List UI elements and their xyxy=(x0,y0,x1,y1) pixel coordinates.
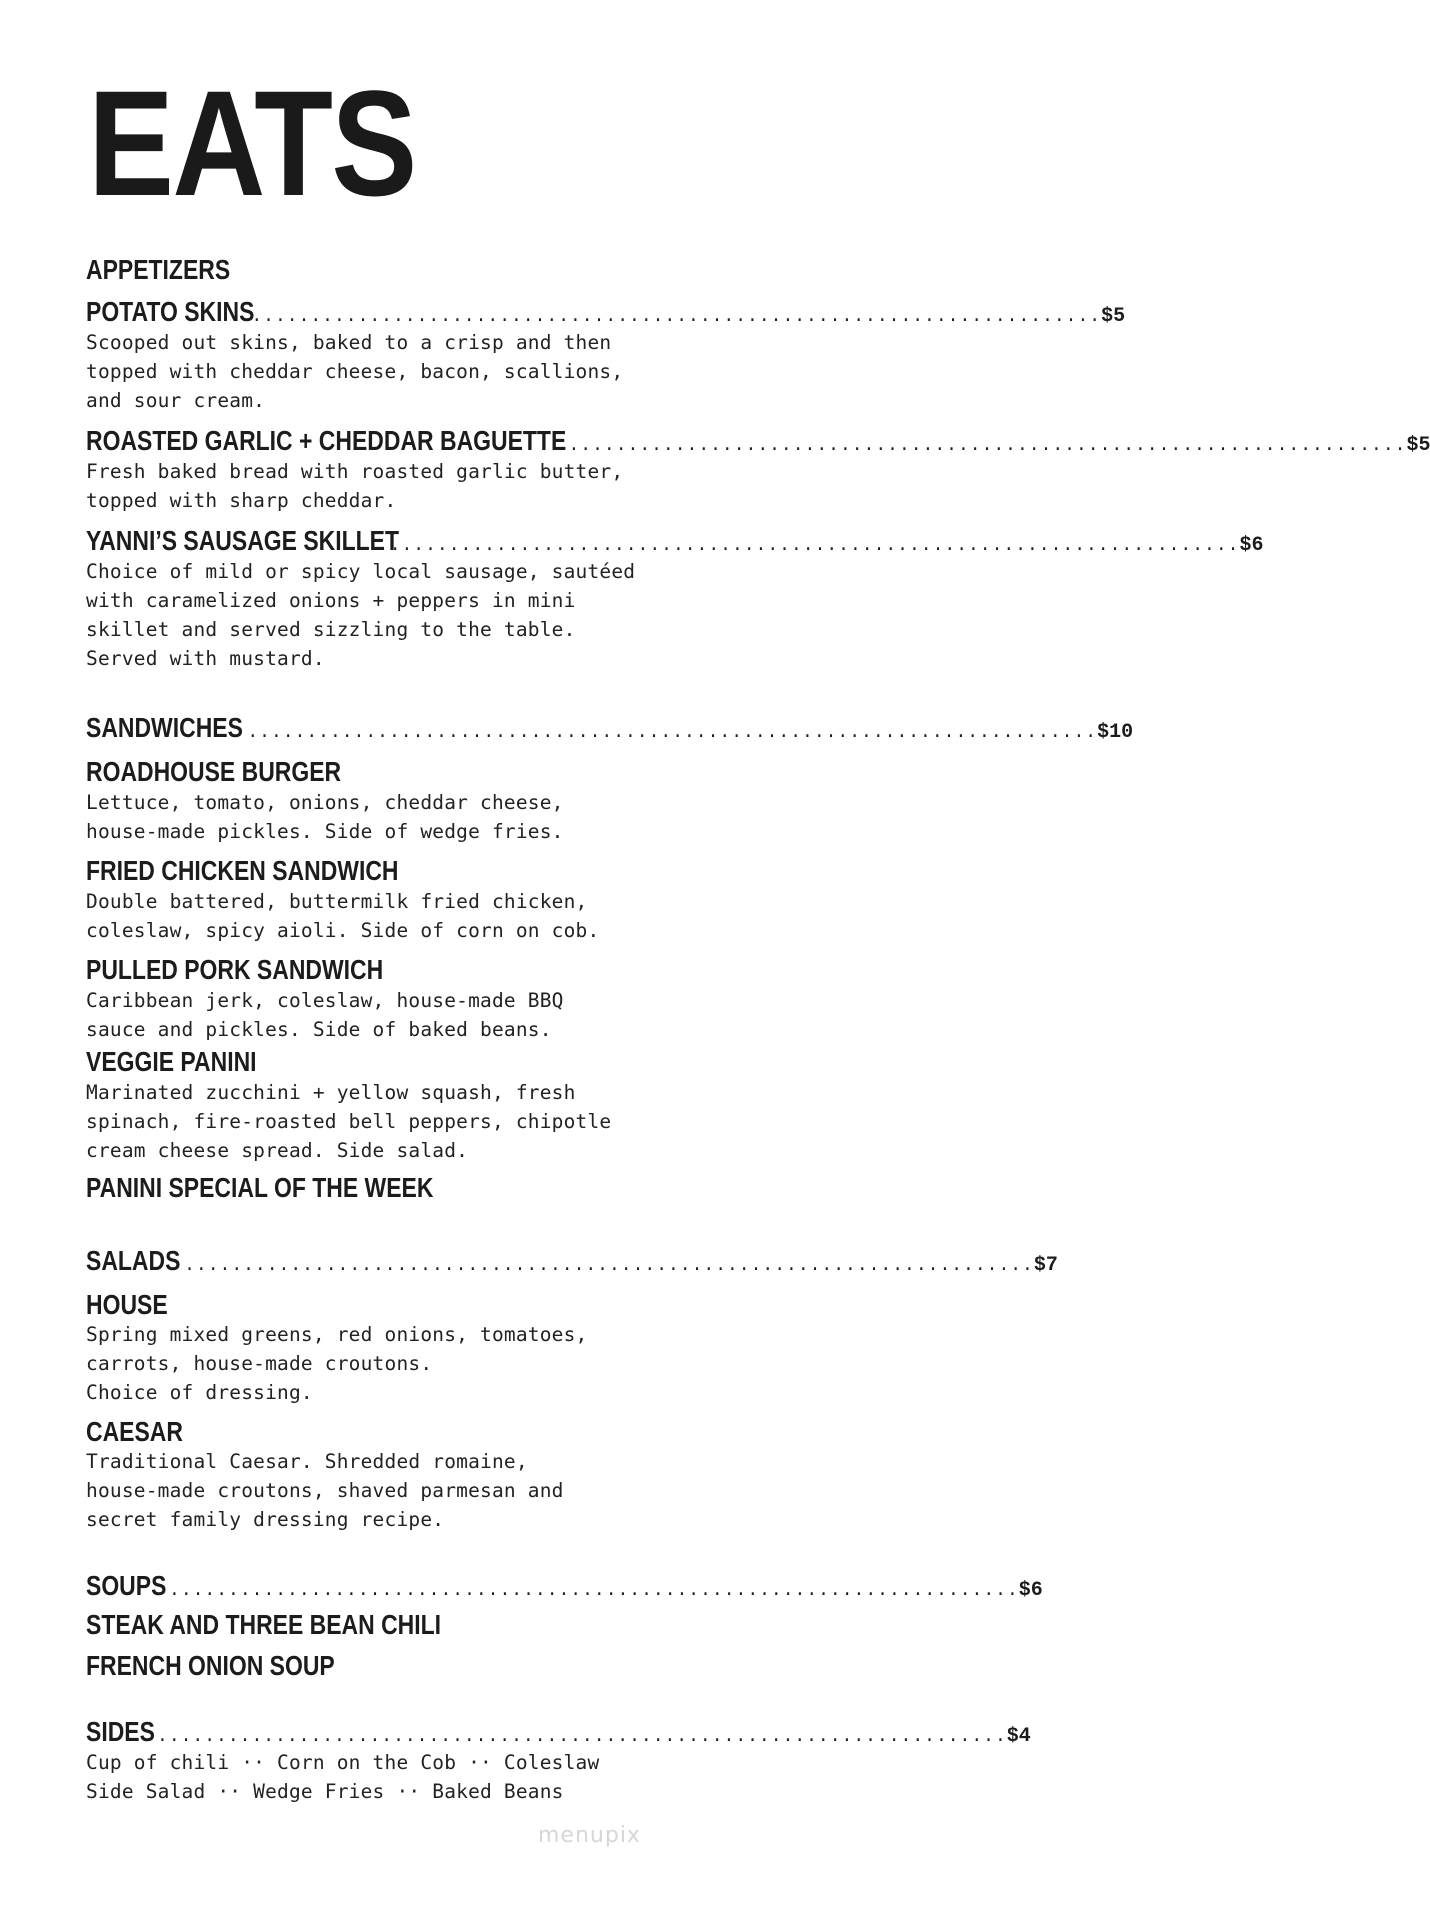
section-label: SANDWICHES xyxy=(86,712,243,743)
item-name: HOUSE xyxy=(86,1289,168,1320)
dot-leader: ........................................................................ xyxy=(251,307,1102,327)
watermark-text: menupix xyxy=(538,1823,641,1848)
section-header-soups xyxy=(86,1570,1043,1602)
section-header-sides xyxy=(86,1716,1031,1748)
section-label: SOUPS xyxy=(86,1570,167,1601)
item-name: POTATO SKINS xyxy=(86,296,255,327)
menu-item-garlic-baguette xyxy=(86,425,1430,457)
item-name: ROASTED GARLIC + CHEDDAR BAGUETTE xyxy=(86,425,567,456)
section-label: SIDES xyxy=(86,1716,155,1747)
item-description: Fresh baked bread with roasted garlic butter, topped with sharp cheddar. xyxy=(86,460,624,512)
dot-leader: ........................................................................ xyxy=(169,1581,1019,1601)
item-description: Scooped out skins, baked to a crisp and then topped with cheddar cheese, bacon, scallions, and sour cream. xyxy=(86,331,624,412)
item-description: Spring mixed greens, red onions, tomatoes, carrots, house-made croutons. Choice of dressing. xyxy=(86,1323,588,1404)
section-header-sandwiches xyxy=(86,712,1134,744)
item-name: FRIED CHICKEN SANDWICH xyxy=(86,855,399,886)
item-name: STEAK AND THREE BEAN CHILI xyxy=(86,1609,442,1640)
item-name: YANNI’S SAUSAGE SKILLET xyxy=(86,525,399,556)
section-price: $6 xyxy=(1018,1579,1043,1602)
dot-leader: ........................................................................ xyxy=(247,723,1098,743)
dot-leader: ........................................................................ xyxy=(389,536,1240,556)
dot-leader: ........................................................................ xyxy=(556,436,1407,456)
item-description: Marinated zucchini + yellow squash, fresh spinach, fire-roasted bell peppers, chipotle cream cheese spread. Side salad. xyxy=(86,1081,612,1162)
page-title: EATS xyxy=(88,59,416,227)
section-label-appetizers: APPETIZERS xyxy=(86,254,231,285)
item-name: FRENCH ONION SOUP xyxy=(86,1650,335,1681)
sides-list: Cup of chili ·· Corn on the Cob ·· Coleslaw Side Salad ·· Wedge Fries ·· Baked Beans xyxy=(86,1751,600,1803)
dot-leader: ........................................................................ xyxy=(184,1256,1034,1276)
menu-item-potato-skins xyxy=(86,296,1126,328)
item-name: PANINI SPECIAL OF THE WEEK xyxy=(86,1172,434,1203)
item-name: PULLED PORK SANDWICH xyxy=(86,954,384,985)
dot-leader: ........................................................................ xyxy=(157,1727,1007,1747)
item-description: Choice of mild or spicy local sausage, sautéed with caramelized onions + peppers in mini skillet and served sizzling to the table. Served with mustard. xyxy=(86,560,636,670)
section-price: $4 xyxy=(1006,1725,1031,1748)
section-price: $7 xyxy=(1033,1254,1058,1277)
item-price: $5 xyxy=(1101,305,1126,328)
item-name: VEGGIE PANINI xyxy=(86,1046,257,1077)
section-label: SALADS xyxy=(86,1245,181,1276)
item-name: ROADHOUSE BURGER xyxy=(86,756,342,787)
item-price: $5 xyxy=(1406,434,1430,457)
item-description: Caribbean jerk, coleslaw, house-made BBQ sauce and pickles. Side of baked beans. xyxy=(86,989,564,1041)
item-description: Lettuce, tomato, onions, cheddar cheese, house-made pickles. Side of wedge fries. xyxy=(86,791,564,843)
item-name: CAESAR xyxy=(86,1416,183,1447)
item-description: Traditional Caesar. Shredded romaine, house-made croutons, shaved parmesan and secret family dressing recipe. xyxy=(86,1450,564,1531)
menu-item-sausage-skillet xyxy=(86,525,1264,557)
item-price: $6 xyxy=(1239,534,1264,557)
item-description: Double battered, buttermilk fried chicken, coleslaw, spicy aioli. Side of corn on cob. xyxy=(86,890,600,942)
section-header-salads xyxy=(86,1245,1058,1277)
section-price: $10 xyxy=(1097,721,1134,744)
